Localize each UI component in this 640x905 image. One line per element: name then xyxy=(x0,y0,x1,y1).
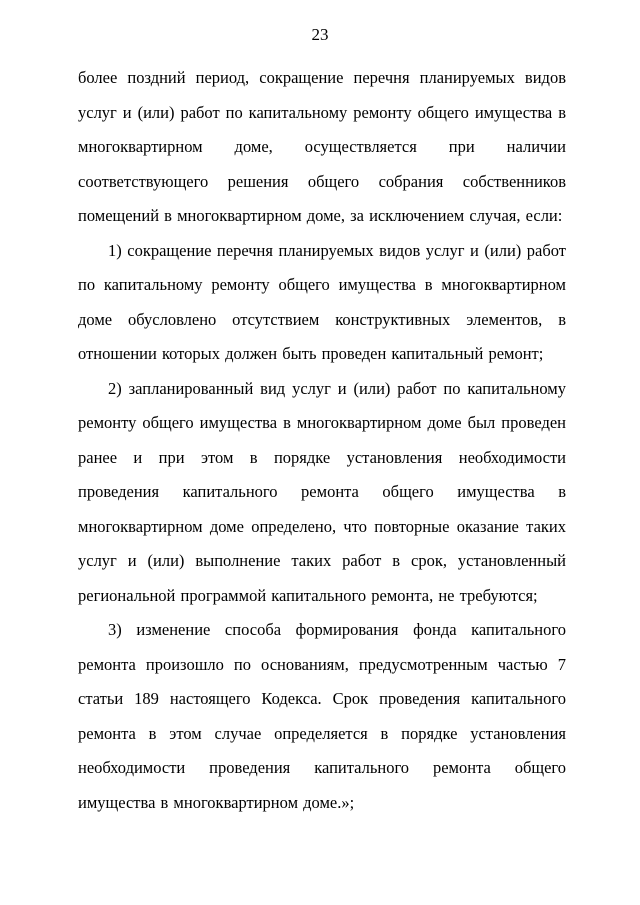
document-body xyxy=(0,53,640,820)
page-number: 23 xyxy=(311,25,329,44)
paragraph-continuation: более поздний период, сокращение перечня планируемых видов услуг и (или) работ по капитальному ремонту общего имущества в многоквартирном доме, осуществляется при наличии соответствующего решения общего собрания собственников помещений в многоквартирном доме, за исключением случая, если: xyxy=(78,68,566,225)
paragraph-item-2: 2) запланированный вид услуг и (или) работ по капитальному ремонту общего имущества в многоквартирном доме был проведен ранее и при этом в порядке установления необходимости проведения капитального ремонта общего имущества в многоквартирном доме определено, что повторные оказание таких услуг и (или) выполнение таких работ в срок, установленный региональной программой капитального ремонта, не требуются; xyxy=(78,378,566,605)
paragraph-item-3: 3) изменение способа формирования фонда капитального ремонта произошло по основаниям, предусмотренным частью 7 статьи 189 настоящего Кодекса. Срок проведения капитального ремонта в этом случае определяется в порядке установления необходимости проведения капитального ремонта общего имущества в многоквартирном доме.»; xyxy=(78,620,566,812)
paragraph-item-1: 1) сокращение перечня планируемых видов услуг и (или) работ по капитальному ремонту общего имущества в многоквартирном доме обусловлено отсутствием конструктивных элементов, в отношении которых должен быть проведен капитальный ремонт; xyxy=(78,240,566,363)
